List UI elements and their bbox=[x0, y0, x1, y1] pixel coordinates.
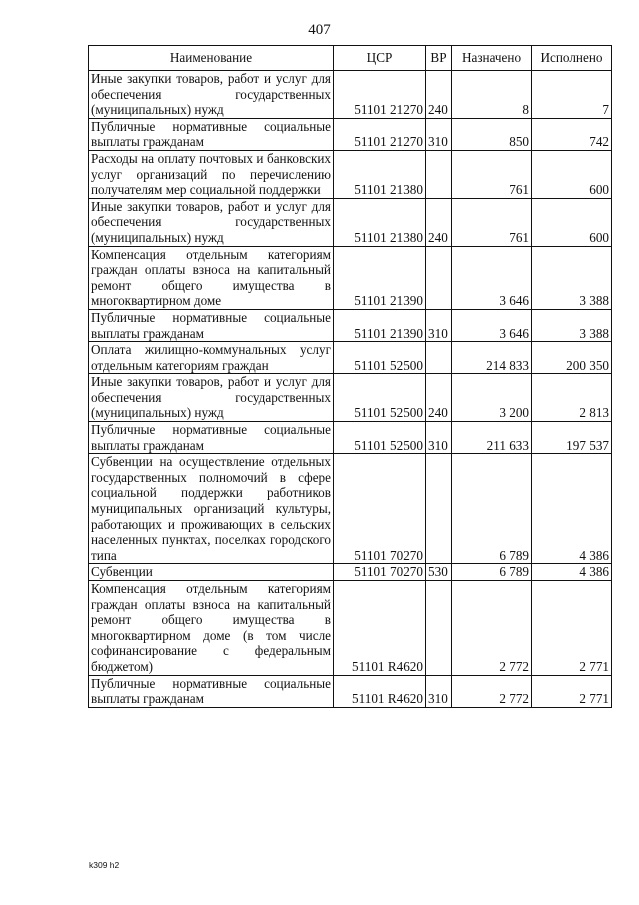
cell-vr: 240 bbox=[426, 198, 452, 246]
table-row bbox=[89, 71, 612, 119]
cell-csr: 51101 21390 bbox=[334, 246, 426, 309]
cell-assigned: 2 772 bbox=[452, 581, 532, 676]
cell-name: Расходы на оплату почтовых и банковских услуг организаций по перечислению получателям мер социальной поддержки bbox=[89, 150, 334, 198]
cell-executed: 7 bbox=[532, 71, 612, 119]
cell-name: Компенсация отдельным категориям граждан оплаты взноса на капитальный ремонт общего имущества в многоквартирном доме bbox=[89, 246, 334, 309]
table-row bbox=[89, 246, 612, 309]
cell-executed: 197 537 bbox=[532, 422, 612, 454]
cell-executed: 2 771 bbox=[532, 675, 612, 707]
table-row bbox=[89, 198, 612, 246]
table-row bbox=[89, 581, 612, 676]
cell-csr: 51101 52500 bbox=[334, 422, 426, 454]
cell-vr: 530 bbox=[426, 564, 452, 581]
cell-assigned: 761 bbox=[452, 150, 532, 198]
cell-name: Иные закупки товаров, работ и услуг для обеспечения государственных (муниципальных) нужд bbox=[89, 71, 334, 119]
table-header-row bbox=[89, 46, 612, 71]
cell-vr bbox=[426, 342, 452, 374]
page-number: 407 bbox=[308, 22, 331, 38]
table-row bbox=[89, 675, 612, 707]
cell-assigned: 3 200 bbox=[452, 374, 532, 422]
cell-assigned: 2 772 bbox=[452, 675, 532, 707]
table-row bbox=[89, 422, 612, 454]
cell-name: Иные закупки товаров, работ и услуг для обеспечения государственных (муниципальных) нужд bbox=[89, 374, 334, 422]
cell-executed: 4 386 bbox=[532, 564, 612, 581]
cell-executed: 600 bbox=[532, 198, 612, 246]
header-csr: ЦСР bbox=[334, 46, 426, 71]
cell-assigned: 211 633 bbox=[452, 422, 532, 454]
cell-executed: 3 388 bbox=[532, 309, 612, 341]
cell-assigned: 8 bbox=[452, 71, 532, 119]
cell-csr: 51101 52500 bbox=[334, 342, 426, 374]
cell-vr: 310 bbox=[426, 118, 452, 150]
cell-name: Публичные нормативные социальные выплаты гражданам bbox=[89, 118, 334, 150]
cell-name: Субвенции на осуществление отдельных государственных полномочий в сфере социальной поддержки работников муниципальных организаций культуры, работающих и проживающих в сельских населенных пунктах, поселках городского типа bbox=[89, 454, 334, 564]
budget-table bbox=[88, 45, 612, 708]
cell-csr: 51101 21270 bbox=[334, 71, 426, 119]
cell-name: Иные закупки товаров, работ и услуг для обеспечения государственных (муниципальных) нужд bbox=[89, 198, 334, 246]
cell-vr bbox=[426, 246, 452, 309]
table-row bbox=[89, 118, 612, 150]
footer-code: k309 h2 bbox=[89, 860, 120, 870]
cell-csr: 51101 21390 bbox=[334, 309, 426, 341]
cell-executed: 600 bbox=[532, 150, 612, 198]
cell-vr bbox=[426, 150, 452, 198]
cell-assigned: 850 bbox=[452, 118, 532, 150]
cell-vr: 240 bbox=[426, 374, 452, 422]
cell-csr: 51101 70270 bbox=[334, 564, 426, 581]
cell-name: Публичные нормативные социальные выплаты гражданам bbox=[89, 675, 334, 707]
table-row bbox=[89, 342, 612, 374]
cell-vr: 310 bbox=[426, 422, 452, 454]
cell-csr: 51101 21380 bbox=[334, 198, 426, 246]
header-vr: ВР bbox=[426, 46, 452, 71]
cell-vr: 240 bbox=[426, 71, 452, 119]
cell-name: Публичные нормативные социальные выплаты гражданам bbox=[89, 309, 334, 341]
cell-assigned: 3 646 bbox=[452, 309, 532, 341]
cell-vr: 310 bbox=[426, 309, 452, 341]
cell-name: Публичные нормативные социальные выплаты гражданам bbox=[89, 422, 334, 454]
cell-executed: 4 386 bbox=[532, 454, 612, 564]
cell-assigned: 761 bbox=[452, 198, 532, 246]
cell-csr: 51101 70270 bbox=[334, 454, 426, 564]
header-name: Наименование bbox=[89, 46, 334, 71]
cell-name: Оплата жилищно-коммунальных услуг отдельным категориям граждан bbox=[89, 342, 334, 374]
cell-executed: 2 771 bbox=[532, 581, 612, 676]
cell-executed: 3 388 bbox=[532, 246, 612, 309]
cell-csr: 51101 21270 bbox=[334, 118, 426, 150]
header-assigned: Назначено bbox=[452, 46, 532, 71]
cell-assigned: 6 789 bbox=[452, 564, 532, 581]
cell-vr bbox=[426, 454, 452, 564]
table-row bbox=[89, 454, 612, 564]
cell-name: Субвенции bbox=[89, 564, 334, 581]
cell-csr: 51101 R4620 bbox=[334, 675, 426, 707]
cell-name: Компенсация отдельным категориям граждан оплаты взноса на капитальный ремонт общего имущества в многоквартирном доме (в том числе софинансирование с федеральным бюджетом) bbox=[89, 581, 334, 676]
header-executed: Исполнено bbox=[532, 46, 612, 71]
table-row bbox=[89, 150, 612, 198]
table-body bbox=[89, 71, 612, 708]
cell-csr: 51101 21380 bbox=[334, 150, 426, 198]
table-row bbox=[89, 309, 612, 341]
cell-csr: 51101 R4620 bbox=[334, 581, 426, 676]
table-row bbox=[89, 564, 612, 581]
cell-assigned: 3 646 bbox=[452, 246, 532, 309]
table-row bbox=[89, 374, 612, 422]
cell-executed: 2 813 bbox=[532, 374, 612, 422]
cell-vr bbox=[426, 581, 452, 676]
cell-executed: 742 bbox=[532, 118, 612, 150]
cell-assigned: 214 833 bbox=[452, 342, 532, 374]
cell-csr: 51101 52500 bbox=[334, 374, 426, 422]
cell-executed: 200 350 bbox=[532, 342, 612, 374]
cell-assigned: 6 789 bbox=[452, 454, 532, 564]
cell-vr: 310 bbox=[426, 675, 452, 707]
